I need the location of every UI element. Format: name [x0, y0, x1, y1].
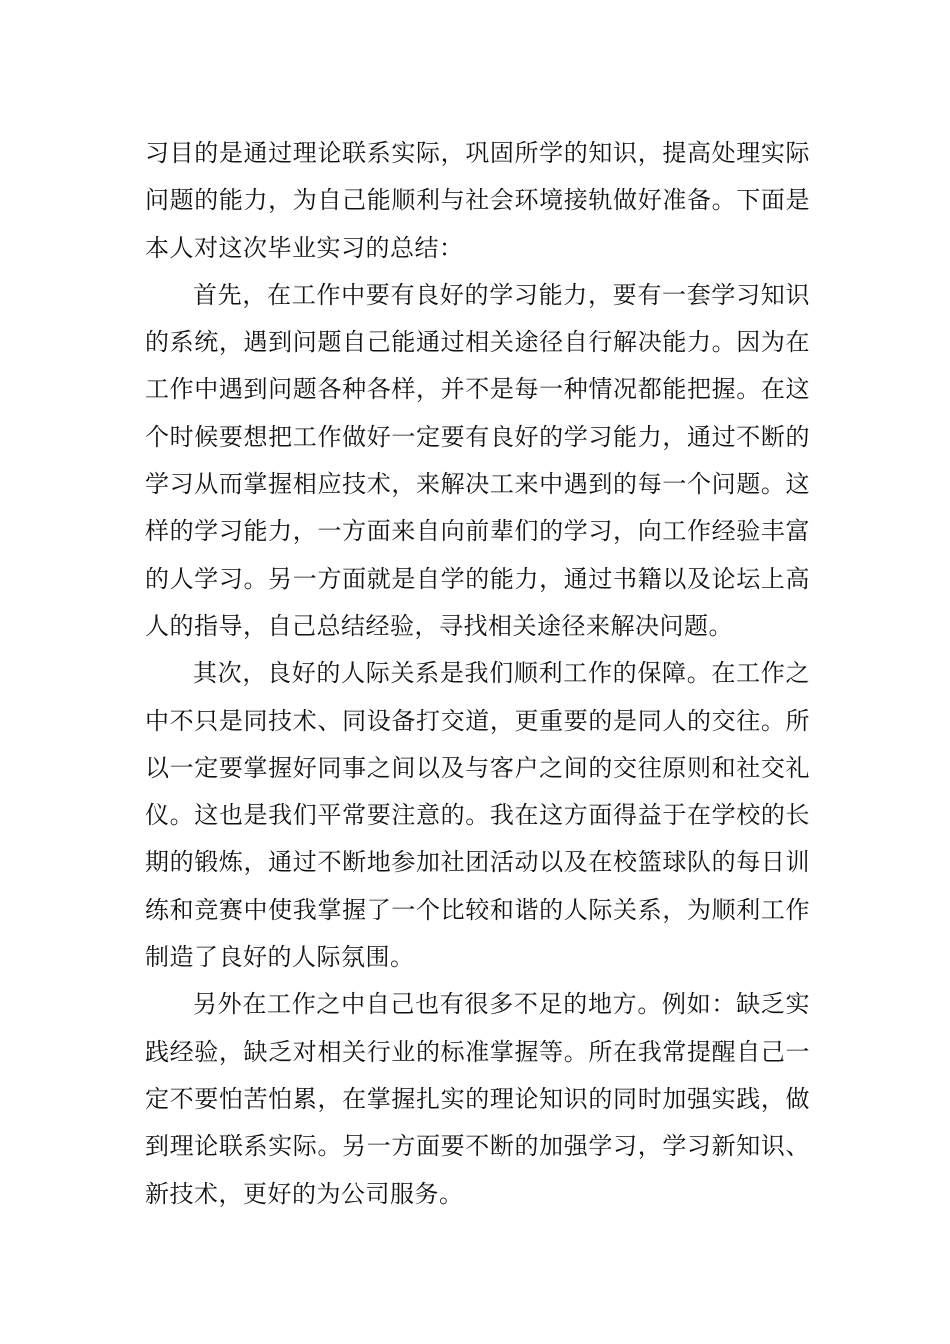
paragraph-intro-continuation: 习目的是通过理论联系实际，巩固所学的知识，提高处理实际问题的能力，为自己能顺利与社会环境接轨做好准备。下面是本人对这次毕业实习的总结：: [145, 139, 810, 262]
paragraph-learning-ability: 首先，在工作中要有良好的学习能力，要有一套学习知识的系统，遇到问题自己能通过相关途径自行解决能力。因为在工作中遇到问题各种各样，并不是每一种情况都能把握。在这个时候要想把工作做好一定要有良好的学习能力，通过不断的学习从而掌握相应技术，来解决工来中遇到的每一个问题。这样的学习能力，一方面来自向前辈们的学习，向工作经验丰富的人学习。另一方面就是自学的能力，通过书籍以及论坛上高人的指导，自己总结经验，寻找相关途径来解决问题。: [145, 280, 810, 640]
body-text: [145, 130, 810, 1218]
paragraph-shortcomings: 另外在工作之中自己也有很多不足的地方。例如：缺乏实践经验，缺乏对相关行业的标准掌握等。所在我常提醒自己一定不要怕苦怕累，在掌握扎实的理论知识的同时加强实践，做到理论联系实际。另一方面要不断的加强学习，学习新知识、新技术，更好的为公司服务。: [145, 990, 810, 1208]
paragraph-interpersonal-relations: 其次，良好的人际关系是我们顺利工作的保障。在工作之中不只是同技术、同设备打交道，更重要的是同人的交往。所以一定要掌握好同事之间以及与客户之间的交往原则和社交礼仪。这也是我们平常要注意的。我在这方面得益于在学校的长期的锻炼，通过不断地参加社团活动以及在校篮球队的每日训练和竞赛中使我掌握了一个比较和谐的人际关系，为顺利工作制造了良好的人际氛围。: [145, 659, 810, 972]
